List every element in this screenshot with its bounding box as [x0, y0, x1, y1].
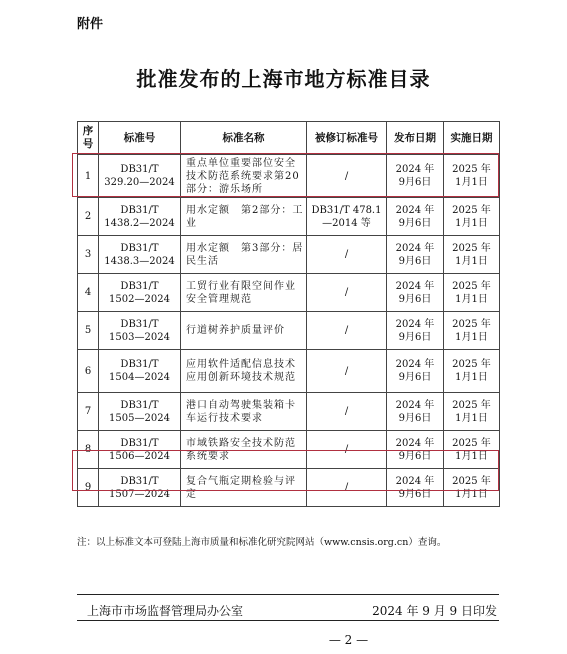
replaced-standard: /: [307, 155, 387, 198]
replaced-standard: /: [307, 393, 387, 431]
replaced-standard: /: [307, 236, 387, 274]
standard-code: DB31/T 1506—2024: [99, 431, 181, 469]
row-number: 5: [78, 312, 99, 350]
row-number: 6: [78, 350, 99, 393]
standard-name: 行道树养护质量评价: [181, 312, 307, 350]
header-code: 标准号: [99, 122, 181, 155]
table-row: [78, 274, 500, 312]
effective-date: 2025 年 1月1日: [444, 393, 500, 431]
table-row: [78, 312, 500, 350]
footer-rule-bottom: [77, 620, 499, 621]
effective-date: 2025 年 1月1日: [444, 236, 500, 274]
row-number: 1: [78, 155, 99, 198]
page-number: — 2 —: [328, 633, 369, 647]
header-name: 标准名称: [181, 122, 307, 155]
header-replaced: 被修订标准号: [307, 122, 387, 155]
table-row: [78, 236, 500, 274]
attachment-label: 附件: [77, 17, 104, 32]
row-number: 2: [78, 198, 99, 236]
replaced-standard: /: [307, 274, 387, 312]
standard-code: DB31/T 1438.3—2024: [99, 236, 181, 274]
table-row: [78, 393, 500, 431]
header-no: 序号: [78, 122, 99, 155]
effective-date: 2025 年 1月1日: [444, 312, 500, 350]
effective-date: 2025 年 1月1日: [444, 155, 500, 198]
row-number: 9: [78, 469, 99, 507]
standard-name: 港口自动驾驶集装箱卡车运行技术要求: [181, 393, 307, 431]
issuing-office: 上海市市场监督管理局办公室: [87, 604, 244, 618]
table-row: [78, 198, 500, 236]
standard-name: 用水定额 第2部分：工业: [181, 198, 307, 236]
standard-code: DB31/T 329.20—2024: [99, 155, 181, 198]
table-row: [78, 469, 500, 507]
effective-date: 2025 年 1月1日: [444, 469, 500, 507]
effective-date: 2025 年 1月1日: [444, 274, 500, 312]
publish-date: 2024 年 9月6日: [387, 393, 444, 431]
table-header-row: [78, 122, 500, 155]
publish-date: 2024 年 9月6日: [387, 155, 444, 198]
table-row: [78, 155, 500, 198]
row-number: 7: [78, 393, 99, 431]
table-row: [78, 350, 500, 393]
issue-date: 2024 年 9 月 9 日印发: [372, 604, 497, 618]
standard-name: 工贸行业有限空间作业安全管理规范: [181, 274, 307, 312]
document-title: 批准发布的上海市地方标准目录: [136, 67, 431, 91]
publish-date: 2024 年 9月6日: [387, 350, 444, 393]
publish-date: 2024 年 9月6日: [387, 431, 444, 469]
standards-table: [77, 121, 500, 507]
standard-code: DB31/T 1502—2024: [99, 274, 181, 312]
standard-name: 应用软件适配信息技术应用创新环境技术规范: [181, 350, 307, 393]
publish-date: 2024 年 9月6日: [387, 236, 444, 274]
table-row: [78, 431, 500, 469]
publish-date: 2024 年 9月6日: [387, 469, 444, 507]
standard-code: DB31/T 1505—2024: [99, 393, 181, 431]
standard-code: DB31/T 1504—2024: [99, 350, 181, 393]
standard-name: 复合气瓶定期检验与评定: [181, 469, 307, 507]
publish-date: 2024 年 9月6日: [387, 312, 444, 350]
replaced-standard: /: [307, 312, 387, 350]
replaced-standard: /: [307, 431, 387, 469]
header-publish-date: 发布日期: [387, 122, 444, 155]
replaced-standard: DB31/T 478.1—2014 等: [307, 198, 387, 236]
row-number: 4: [78, 274, 99, 312]
standard-name: 用水定额 第3部分：居民生活: [181, 236, 307, 274]
row-number: 3: [78, 236, 99, 274]
effective-date: 2025 年 1月1日: [444, 431, 500, 469]
standard-code: DB31/T 1438.2—2024: [99, 198, 181, 236]
publish-date: 2024 年 9月6日: [387, 274, 444, 312]
header-effective-date: 实施日期: [444, 122, 500, 155]
effective-date: 2025 年 1月1日: [444, 198, 500, 236]
effective-date: 2025 年 1月1日: [444, 350, 500, 393]
publish-date: 2024 年 9月6日: [387, 198, 444, 236]
footnote: 注：以上标准文本可登陆上海市质量和标准化研究院网站（www.cnsis.org.cn）查询。: [77, 537, 447, 548]
standard-name: 市域铁路安全技术防范系统要求: [181, 431, 307, 469]
replaced-standard: /: [307, 469, 387, 507]
row-number: 8: [78, 431, 99, 469]
replaced-standard: /: [307, 350, 387, 393]
standard-code: DB31/T 1503—2024: [99, 312, 181, 350]
standard-code: DB31/T 1507—2024: [99, 469, 181, 507]
footer-rule-top: [77, 594, 499, 595]
standard-name: 重点单位重要部位安全技术防范系统要求第20部分：游乐场所: [181, 155, 307, 198]
